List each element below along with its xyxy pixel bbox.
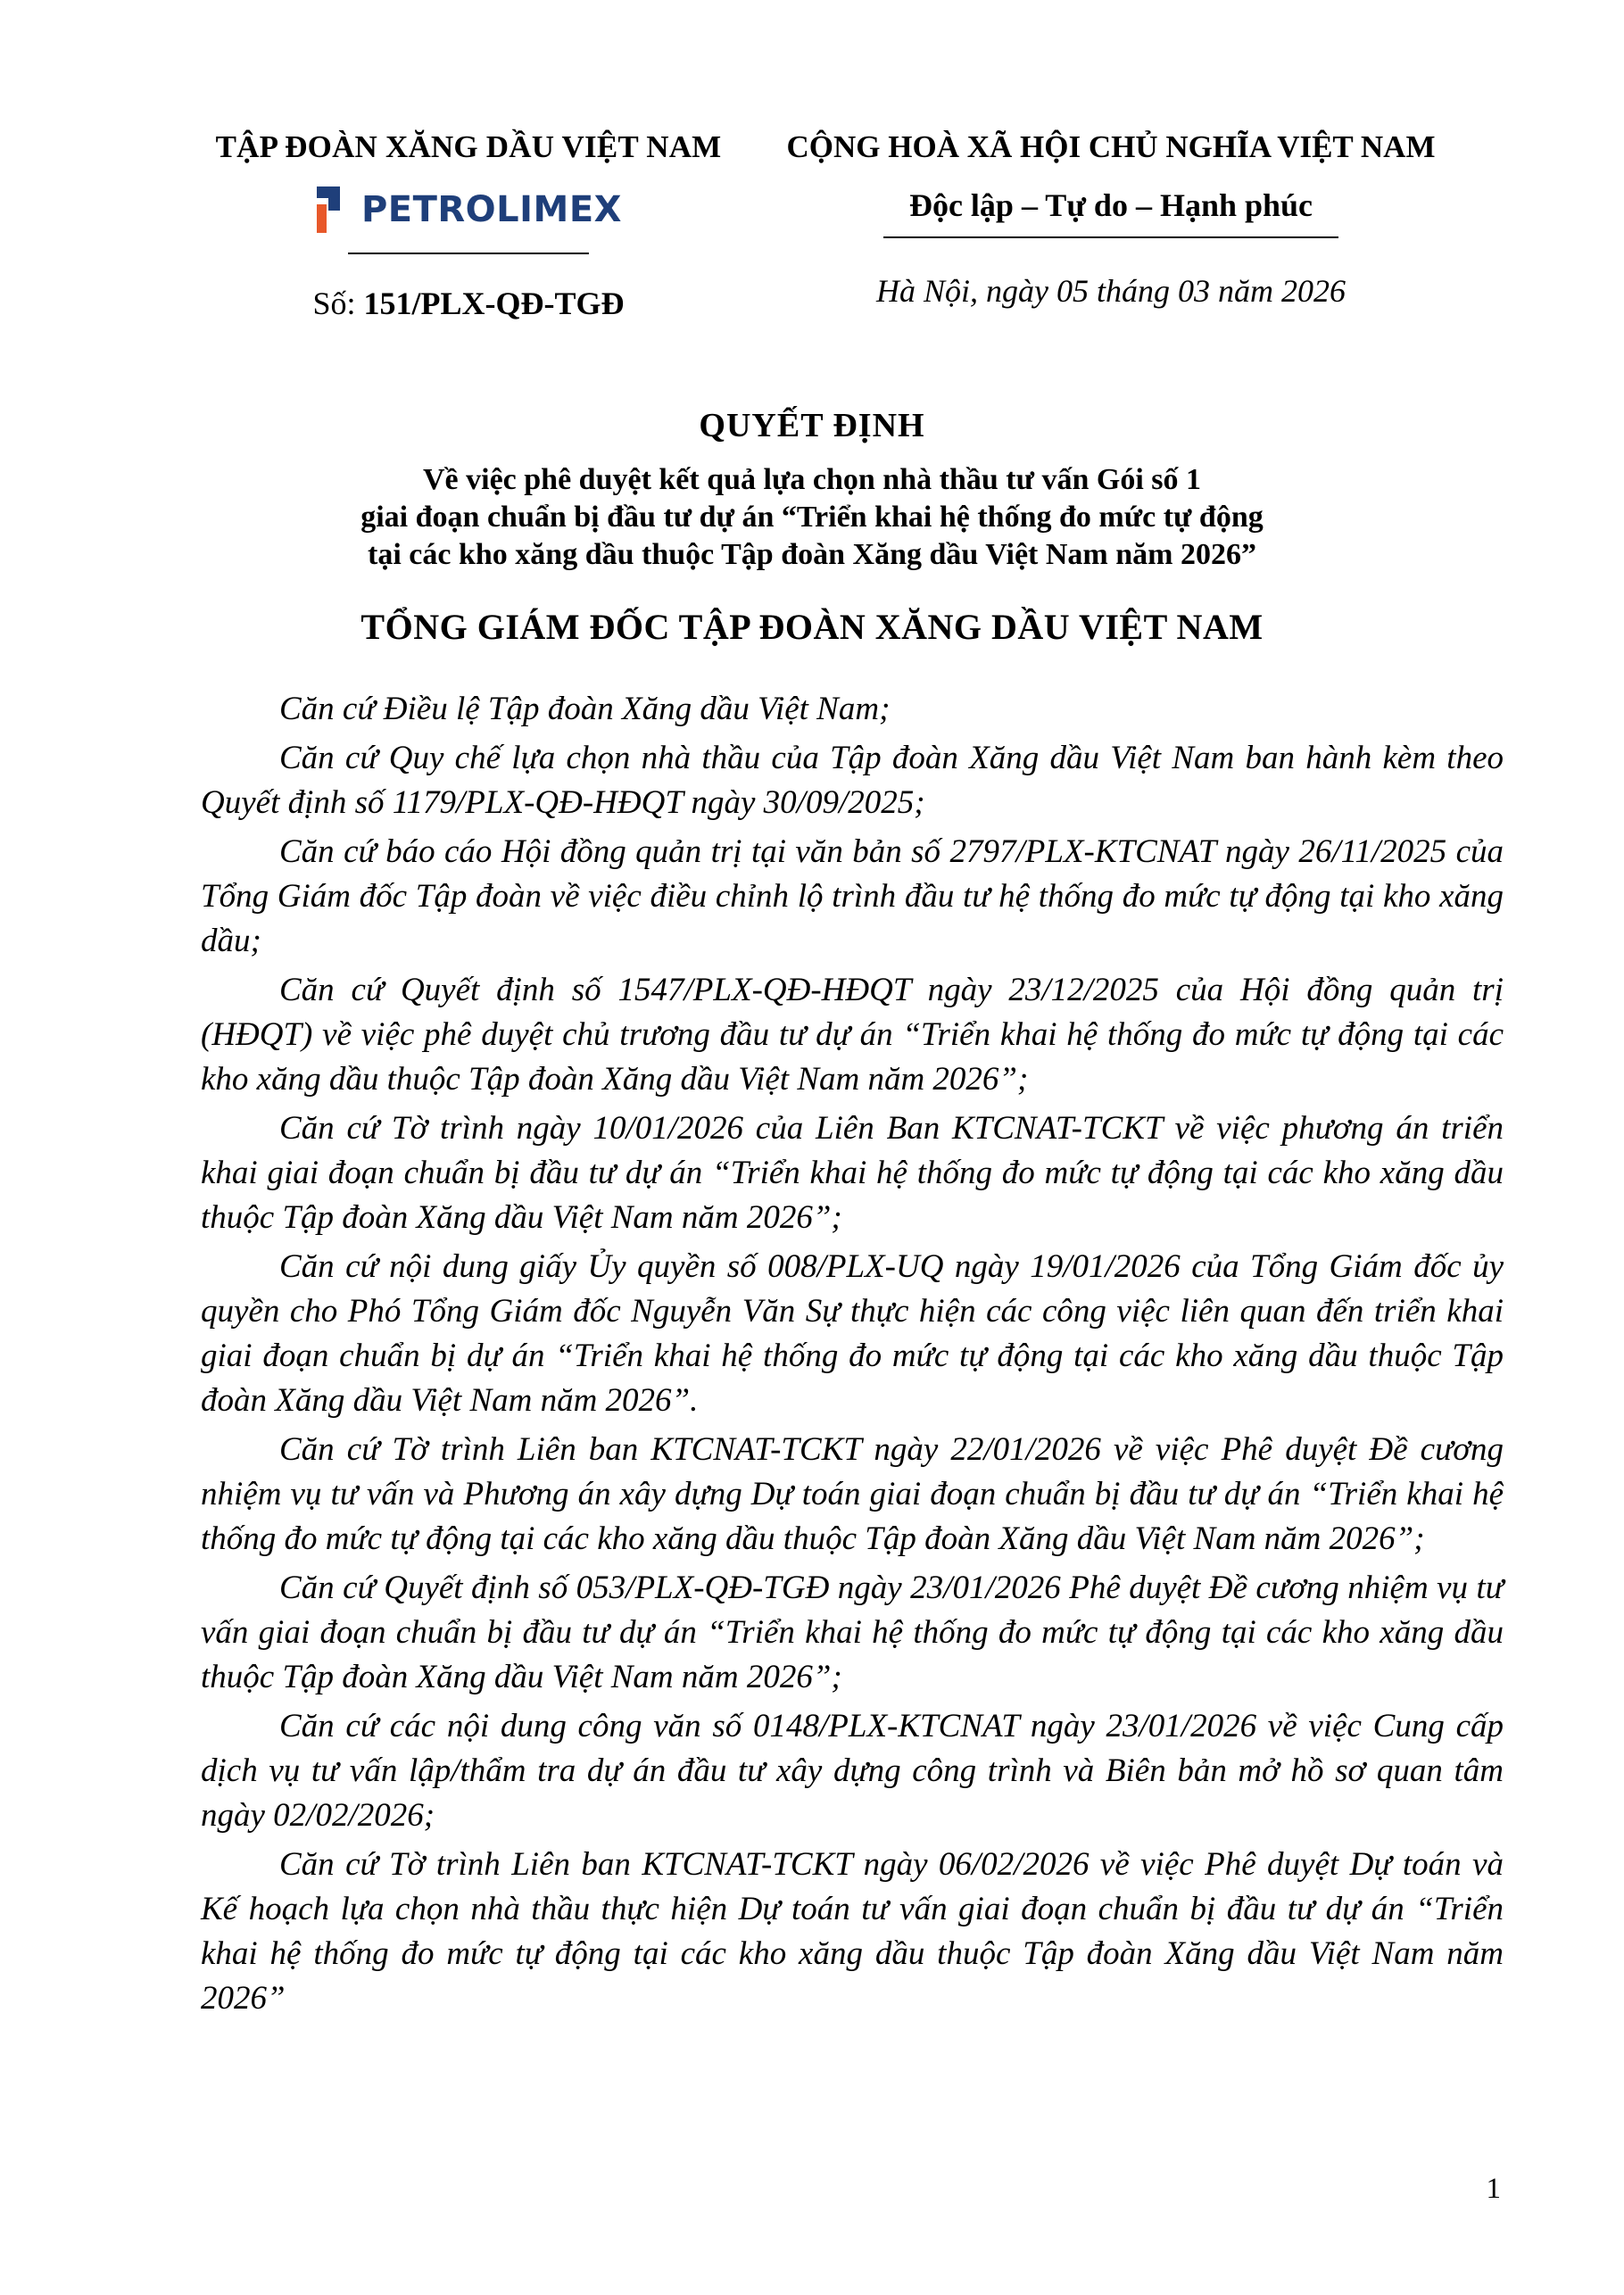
- legal-basis-paragraph: Căn cứ Điều lệ Tập đoàn Xăng dầu Việt Nam;: [279, 691, 891, 727]
- header-divider-left: [348, 253, 589, 254]
- legal-basis-paragraph: Căn cứ nội dung giấy Ủy quyền số 008/PLX-UQ ngày 19/01/2026 của Tổng Giám đốc ủy quyền cho Phó Tổng Giám đốc Nguyễn Văn Sự thực hiện các công việc liên quan đến triển khai giai đoạn chuẩn bị dự án “Triển khai hệ thống đo mức tự động tại các kho xăng dầu thuộc Tập đoàn Xăng dầu Việt Nam năm 2026”.: [201, 1248, 1504, 1419]
- page-number: 1: [1486, 2173, 1501, 2205]
- legal-bases: [201, 687, 1504, 2026]
- nation-name: CỘNG HOÀ XÃ HỘI CHỦ NGHĨA VIỆT NAM: [786, 129, 1436, 164]
- legal-basis-paragraph: Căn cứ các nội dung công văn số 0148/PLX-KTCNAT ngày 23/01/2026 về việc Cung cấp dịch vụ tư vấn lập/thẩm tra dự án đầu tư xây dựng công trình và Biên bản mở hồ sơ quan tâm ngày 02/02/2026;: [201, 1708, 1504, 1834]
- organization-name: TẬP ĐOÀN XĂNG DẦU VIỆT NAM: [215, 129, 722, 164]
- issuing-authority: TỔNG GIÁM ĐỐC TẬP ĐOÀN XĂNG DẦU VIỆT NAM: [360, 607, 1264, 647]
- header-divider-right: [883, 236, 1338, 238]
- subject-line: tại các kho xăng dầu thuộc Tập đoàn Xăng dầu Việt Nam năm 2026”: [368, 538, 1256, 571]
- legal-basis-paragraph: Căn cứ Tờ trình Liên ban KTCNAT-TCKT ngày 06/02/2026 về việc Phê duyệt Dự toán và Kế hoạch lựa chọn nhà thầu thực hiện Dự toán tư vấn giai đoạn chuẩn bị đầu tư dự án “Triển khai hệ thống đo mức tự động tại các kho xăng dầu thuộc Tập đoàn Xăng dầu Việt Nam năm 2026”: [201, 1846, 1504, 2017]
- legal-basis-paragraph: Căn cứ Quy chế lựa chọn nhà thầu của Tập đoàn Xăng dầu Việt Nam ban hành kèm theo Quyết định số 1179/PLX-QĐ-HĐQT ngày 30/09/2025;: [201, 740, 1504, 821]
- subject-line: giai đoạn chuẩn bị đầu tư dự án “Triển khai hệ thống đo mức tự động: [360, 501, 1264, 534]
- document-number-value: 151/PLX-QĐ-TGĐ: [363, 286, 625, 321]
- decision-title-block: [178, 406, 1446, 648]
- petrolimex-logo: [178, 185, 758, 235]
- decision-subject: [178, 461, 1446, 574]
- logo-wordmark: PETROLIMEX: [360, 189, 623, 230]
- document-number: [178, 285, 758, 322]
- legal-basis-paragraph: Căn cứ báo cáo Hội đồng quản trị tại văn bản số 2797/PLX-KTCNAT ngày 26/11/2025 của Tổng Giám đốc Tập đoàn về việc điều chỉnh lộ trình đầu tư hệ thống đo mức tự động tại kho xăng dầu;: [201, 833, 1504, 959]
- legal-basis-paragraph: Căn cứ Quyết định số 053/PLX-QĐ-TGĐ ngày 23/01/2026 Phê duyệt Đề cương nhiệm vụ tư vấn giai đoạn chuẩn bị đầu tư dự án “Triển khai hệ thống đo mức tự động tại các kho xăng dầu thuộc Tập đoàn Xăng dầu Việt Nam năm 2026”;: [201, 1570, 1504, 1695]
- subject-line: Về việc phê duyệt kết quả lựa chọn nhà thầu tư vấn Gói số 1: [422, 463, 1202, 496]
- document-type: QUYẾT ĐỊNH: [699, 407, 925, 444]
- place-and-date: Hà Nội, ngày 05 tháng 03 năm 2026: [876, 273, 1346, 309]
- issuer-header: [178, 129, 758, 322]
- legal-basis-paragraph: Căn cứ Tờ trình ngày 10/01/2026 của Liên Ban KTCNAT-TCKT về việc phương án triển khai giai đoạn chuẩn bị đầu tư dự án “Triển khai hệ thống đo mức tự động tại các kho xăng dầu thuộc Tập đoàn Xăng dầu Việt Nam năm 2026”;: [201, 1110, 1504, 1236]
- petrolimex-logo-icon: [315, 185, 349, 235]
- national-header: [750, 129, 1472, 310]
- document-number-prefix: Số:: [312, 286, 356, 321]
- legal-basis-paragraph: Căn cứ Tờ trình Liên ban KTCNAT-TCKT ngày 22/01/2026 về việc Phê duyệt Đề cương nhiệm vụ tư vấn và Phương án xây dựng Dự toán giai đoạn chuẩn bị đầu tư dự án “Triển khai hệ thống đo mức tự động tại các kho xăng dầu thuộc Tập đoàn Xăng dầu Việt Nam năm 2026”;: [201, 1431, 1504, 1557]
- national-motto: Độc lập – Tự do – Hạnh phúc: [908, 187, 1313, 223]
- legal-basis-paragraph: Căn cứ Quyết định số 1547/PLX-QĐ-HĐQT ngày 23/12/2025 của Hội đồng quản trị (HĐQT) về việc phê duyệt chủ trương đầu tư dự án “Triển khai hệ thống đo mức tự động tại các kho xăng dầu thuộc Tập đoàn Xăng dầu Việt Nam năm 2026”;: [201, 972, 1504, 1098]
